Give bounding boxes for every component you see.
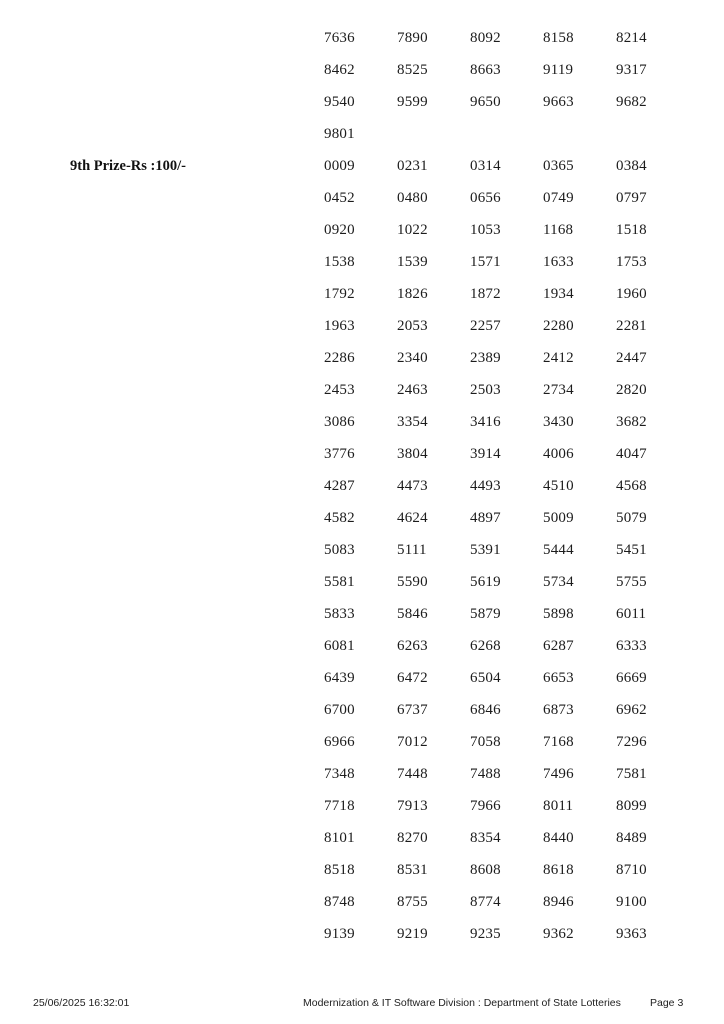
winning-number: 8354 <box>470 830 501 846</box>
winning-number: 7718 <box>324 798 355 814</box>
winning-number: 4493 <box>470 478 501 494</box>
number-row <box>324 22 689 54</box>
winning-number: 2280 <box>543 318 574 334</box>
winning-number: 9119 <box>543 62 574 78</box>
winning-number: 8748 <box>324 894 355 910</box>
winning-number: 9362 <box>543 926 574 942</box>
winning-number: 0920 <box>324 222 355 238</box>
winning-number: 9100 <box>616 894 647 910</box>
number-row <box>324 182 689 214</box>
winning-number: 8710 <box>616 862 647 878</box>
winning-number: 7913 <box>397 798 428 814</box>
winning-number: 6962 <box>616 702 647 718</box>
winning-number: 5451 <box>616 542 647 558</box>
winning-number: 0749 <box>543 190 574 206</box>
winning-number: 3086 <box>324 414 355 430</box>
winning-number: 4510 <box>543 478 574 494</box>
winning-number: 6287 <box>543 638 574 654</box>
number-row <box>324 662 689 694</box>
winning-number: 9235 <box>470 926 501 942</box>
number-row <box>324 534 689 566</box>
winning-number: 9540 <box>324 94 355 110</box>
winning-number: 5079 <box>616 510 647 526</box>
number-row <box>324 726 689 758</box>
winning-number: 7496 <box>543 766 574 782</box>
winning-number: 2389 <box>470 350 501 366</box>
winning-number: 5111 <box>397 542 427 558</box>
winning-number: 6966 <box>324 734 355 750</box>
number-row <box>324 86 689 118</box>
winning-number: 4582 <box>324 510 355 526</box>
number-row <box>324 886 689 918</box>
winning-number: 2053 <box>397 318 428 334</box>
winning-number: 3776 <box>324 446 355 462</box>
winning-number: 8092 <box>470 30 501 46</box>
winning-number: 0231 <box>397 158 428 174</box>
winning-number: 1792 <box>324 286 355 302</box>
winning-number: 9801 <box>324 126 355 142</box>
winning-number: 6333 <box>616 638 647 654</box>
winning-number: 7890 <box>397 30 428 46</box>
winning-number: 2820 <box>616 382 647 398</box>
winning-number: 8618 <box>543 862 574 878</box>
winning-number: 2412 <box>543 350 574 366</box>
winning-number: 8011 <box>543 798 574 814</box>
winning-number: 1826 <box>397 286 428 302</box>
number-row <box>324 374 689 406</box>
winning-number: 8489 <box>616 830 647 846</box>
winning-number: 8214 <box>616 30 647 46</box>
prize-label: 9th Prize-Rs :100/- <box>70 158 186 174</box>
winning-number: 9682 <box>616 94 647 110</box>
number-row <box>324 342 689 374</box>
winning-number: 0452 <box>324 190 355 206</box>
number-row <box>324 470 689 502</box>
winning-number: 6263 <box>397 638 428 654</box>
winning-number: 0480 <box>397 190 428 206</box>
winning-number: 4568 <box>616 478 647 494</box>
winning-number: 8774 <box>470 894 501 910</box>
winning-number: 9219 <box>397 926 428 942</box>
number-row <box>324 310 689 342</box>
winning-number: 5898 <box>543 606 574 622</box>
winning-number: 7488 <box>470 766 501 782</box>
winning-number: 5846 <box>397 606 428 622</box>
number-row <box>324 790 689 822</box>
winning-number: 9317 <box>616 62 647 78</box>
winning-number: 5833 <box>324 606 355 622</box>
winning-number: 5391 <box>470 542 501 558</box>
winning-number: 8101 <box>324 830 355 846</box>
winning-number: 2503 <box>470 382 501 398</box>
winning-number: 6669 <box>616 670 647 686</box>
winning-number: 0314 <box>470 158 501 174</box>
winning-number: 6472 <box>397 670 428 686</box>
winning-number: 7348 <box>324 766 355 782</box>
winning-number: 2463 <box>397 382 428 398</box>
winning-number: 5444 <box>543 542 574 558</box>
winning-number: 5083 <box>324 542 355 558</box>
winning-number: 3430 <box>543 414 574 430</box>
winning-number: 6268 <box>470 638 501 654</box>
winning-number: 7058 <box>470 734 501 750</box>
winning-number: 3416 <box>470 414 501 430</box>
number-row <box>324 758 689 790</box>
winning-number: 6700 <box>324 702 355 718</box>
number-row <box>324 278 689 310</box>
winning-number: 5590 <box>397 574 428 590</box>
winning-number: 6846 <box>470 702 501 718</box>
winning-number: 7168 <box>543 734 574 750</box>
number-row <box>324 598 689 630</box>
winning-number: 2447 <box>616 350 647 366</box>
footer-page-number: Page 3 <box>650 997 684 1009</box>
winning-number: 8518 <box>324 862 355 878</box>
winning-number: 8946 <box>543 894 574 910</box>
winning-number: 6011 <box>616 606 647 622</box>
page-footer <box>0 997 724 1013</box>
winning-number: 1571 <box>470 254 501 270</box>
winning-number: 4897 <box>470 510 501 526</box>
winning-number: 6873 <box>543 702 574 718</box>
winning-number: 3804 <box>397 446 428 462</box>
winning-number: 8462 <box>324 62 355 78</box>
footer-timestamp: 25/06/2025 16:32:01 <box>33 997 130 1009</box>
winning-number: 1934 <box>543 286 574 302</box>
winning-number: 2453 <box>324 382 355 398</box>
number-row <box>324 502 689 534</box>
winning-number: 7296 <box>616 734 647 750</box>
winning-number: 5009 <box>543 510 574 526</box>
winning-number: 7012 <box>397 734 428 750</box>
number-row <box>324 918 689 950</box>
winning-number: 1168 <box>543 222 574 238</box>
winning-number: 7966 <box>470 798 501 814</box>
winning-number: 8099 <box>616 798 647 814</box>
winning-number: 0797 <box>616 190 647 206</box>
winning-number: 6504 <box>470 670 501 686</box>
winning-number: 2734 <box>543 382 574 398</box>
winning-number: 2257 <box>470 318 501 334</box>
winning-number: 1518 <box>616 222 647 238</box>
winning-number: 1538 <box>324 254 355 270</box>
number-row <box>324 566 689 598</box>
winning-number: 7636 <box>324 30 355 46</box>
winning-number: 4287 <box>324 478 355 494</box>
winning-number: 1963 <box>324 318 355 334</box>
winning-number: 5581 <box>324 574 355 590</box>
winning-number: 9650 <box>470 94 501 110</box>
number-row <box>324 630 689 662</box>
winning-number: 8525 <box>397 62 428 78</box>
winning-number: 1539 <box>397 254 428 270</box>
winning-number: 8663 <box>470 62 501 78</box>
winning-number: 3914 <box>470 446 501 462</box>
winning-number: 6737 <box>397 702 428 718</box>
footer-division-title: Modernization & IT Software Division : Department of State Lotteries <box>303 997 621 1009</box>
number-row <box>324 822 689 854</box>
winning-number: 2340 <box>397 350 428 366</box>
winning-number: 4624 <box>397 510 428 526</box>
winning-numbers-grid <box>324 22 689 950</box>
winning-number: 1633 <box>543 254 574 270</box>
winning-number: 4473 <box>397 478 428 494</box>
number-row <box>324 854 689 886</box>
winning-number: 5879 <box>470 606 501 622</box>
number-row <box>324 246 689 278</box>
winning-number: 4047 <box>616 446 647 462</box>
winning-number: 1753 <box>616 254 647 270</box>
number-row <box>324 438 689 470</box>
winning-number: 9363 <box>616 926 647 942</box>
number-row <box>324 214 689 246</box>
number-row <box>324 118 689 150</box>
winning-number: 0365 <box>543 158 574 174</box>
winning-number: 6081 <box>324 638 355 654</box>
winning-number: 5734 <box>543 574 574 590</box>
winning-number: 0009 <box>324 158 355 174</box>
number-row <box>324 694 689 726</box>
winning-number: 7448 <box>397 766 428 782</box>
winning-number: 9599 <box>397 94 428 110</box>
winning-number: 0656 <box>470 190 501 206</box>
winning-number: 1872 <box>470 286 501 302</box>
winning-number: 1022 <box>397 222 428 238</box>
winning-number: 8158 <box>543 30 574 46</box>
winning-number: 9663 <box>543 94 574 110</box>
winning-number: 8608 <box>470 862 501 878</box>
number-row <box>324 54 689 86</box>
winning-number: 3682 <box>616 414 647 430</box>
winning-number: 8531 <box>397 862 428 878</box>
winning-number: 8440 <box>543 830 574 846</box>
winning-number: 5619 <box>470 574 501 590</box>
winning-number: 9139 <box>324 926 355 942</box>
winning-number: 7581 <box>616 766 647 782</box>
number-row <box>324 150 689 182</box>
number-row <box>324 406 689 438</box>
winning-number: 2281 <box>616 318 647 334</box>
winning-number: 8270 <box>397 830 428 846</box>
winning-number: 1053 <box>470 222 501 238</box>
winning-number: 8755 <box>397 894 428 910</box>
winning-number: 1960 <box>616 286 647 302</box>
winning-number: 2286 <box>324 350 355 366</box>
winning-number: 0384 <box>616 158 647 174</box>
winning-number: 6439 <box>324 670 355 686</box>
winning-number: 5755 <box>616 574 647 590</box>
winning-number: 6653 <box>543 670 574 686</box>
winning-number: 4006 <box>543 446 574 462</box>
winning-number: 3354 <box>397 414 428 430</box>
